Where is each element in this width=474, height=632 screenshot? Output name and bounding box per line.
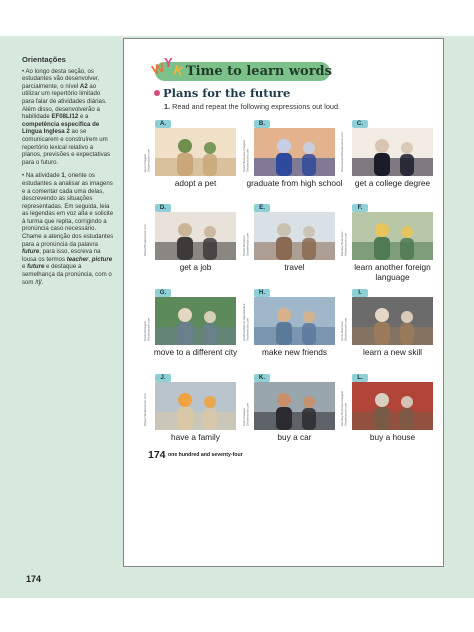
vocab-caption: move to a different city bbox=[153, 347, 238, 357]
card-letter-label: F. bbox=[352, 204, 368, 212]
vocab-caption: make new friends bbox=[261, 347, 328, 357]
logo-letter-k: K bbox=[172, 62, 186, 79]
vocab-photo bbox=[155, 297, 236, 345]
logo-letter-w: W bbox=[149, 59, 167, 78]
sidebar-text-run: • Ao longo desta seção, os estudantes vão desenvolver, parcialmente, o nível bbox=[22, 67, 100, 90]
vocab-photo bbox=[352, 128, 433, 176]
photo-credit: Kristin Reuters/ Shutterstock.com bbox=[242, 232, 250, 256]
photo-credit: Stock Business Images/ Shutterstock.com bbox=[242, 139, 250, 172]
vocab-photo bbox=[254, 212, 335, 260]
card-letter-label: C. bbox=[352, 120, 368, 128]
instruction-number: 1. bbox=[164, 102, 171, 111]
photo-credit: Hero Images/ Shutterstock.com bbox=[143, 148, 151, 172]
sidebar-text-run: 1 bbox=[61, 172, 65, 180]
photo-credit: fizkes/Shutterstock.com bbox=[143, 224, 147, 256]
sidebar-text-run: • Na atividade bbox=[22, 172, 62, 180]
vocab-caption: travel bbox=[284, 262, 305, 272]
logo-letter-y: Y bbox=[164, 55, 173, 70]
footer-page-number: 174 bbox=[148, 449, 166, 461]
photo-credit: Sirtravelalot/Shutterstock.com bbox=[340, 132, 344, 172]
sidebar-text-run: , oriente os estudantes a analisar as imagens e a comentar cada uma delas, descrevendo as situações representadas. Em seguida, leia as legendas em voz alta e solicite à turma que repita, corrigindo a pronúncia caso necessário. Chame a atenção dos estudantes para a pronúncia da palavra bbox=[22, 172, 114, 248]
vocab-caption: have a family bbox=[171, 432, 220, 442]
vocab-photo bbox=[155, 212, 236, 260]
sidebar-text-run: competência específica de Língua Inglesa 2 bbox=[22, 120, 100, 136]
vocab-photo bbox=[254, 297, 335, 345]
photo-credit: Krakenimages/ Shutterstock.com bbox=[143, 317, 151, 341]
vocab-photo bbox=[352, 297, 433, 345]
photo-credit: fizkes/ Shutterstock.com bbox=[143, 393, 147, 426]
photo-credit: Monkey Business/ Shutterstock.com bbox=[340, 231, 348, 256]
vocab-caption: learn a new skill bbox=[362, 347, 423, 357]
sidebar-text-run: picture bbox=[91, 255, 113, 263]
card-letter-label: K. bbox=[254, 374, 270, 382]
sidebar-paragraph bbox=[22, 68, 114, 167]
instruction-text: Read and repeat the following expressions out loud. bbox=[170, 102, 341, 111]
sidebar-heading: Orientações bbox=[22, 55, 66, 64]
activity-instruction bbox=[164, 102, 340, 111]
photo-credit: Solis Images/ Shutterstock.com bbox=[242, 402, 250, 426]
vocab-caption: adopt a pet bbox=[174, 178, 217, 188]
wyk-logo bbox=[150, 55, 186, 85]
sidebar-paragraphs bbox=[22, 68, 114, 287]
vocab-caption: buy a car bbox=[277, 432, 312, 442]
card-letter-label: E. bbox=[254, 204, 270, 212]
sidebar-text-run: teacher bbox=[66, 255, 89, 263]
photo-credit: Monkey Business Images/ Shutterstock.com bbox=[340, 390, 348, 426]
vocab-photo bbox=[254, 128, 335, 176]
vocab-photo bbox=[254, 382, 335, 430]
photo-credit: pixelheadphoto digitalskillet/ Shutterstock.com bbox=[242, 303, 250, 341]
section-bullet-icon bbox=[154, 90, 160, 96]
vocab-caption: get a job bbox=[179, 262, 212, 272]
sidebar-text-run: ao se comunicarem e construírem um repertório lexical relativo a planos, previsões e expectativas para o futuro. bbox=[22, 128, 111, 166]
card-letter-label: I. bbox=[352, 289, 368, 297]
sidebar-text-run: A2 bbox=[79, 82, 88, 90]
vocab-photo bbox=[155, 128, 236, 176]
vocab-caption: get a college degree bbox=[354, 178, 431, 188]
sidebar-paragraph bbox=[22, 172, 114, 286]
teacher-notes-sidebar bbox=[22, 56, 114, 292]
vocab-caption: learn another foreign language bbox=[354, 262, 431, 282]
sidebar-text-run: EF08LI12 bbox=[51, 113, 79, 121]
sidebar-text-run: e bbox=[22, 263, 28, 271]
card-letter-label: H. bbox=[254, 289, 270, 297]
page-folio: 174 bbox=[26, 574, 42, 584]
footer-page-words: one hundred and seventy-four bbox=[168, 452, 243, 458]
sidebar-text-run: ao utilizar um repertório limitado para falar de atividades diárias. Além disso, desenvolverão a habilidade bbox=[22, 82, 107, 121]
card-letter-label: B. bbox=[254, 120, 270, 128]
sidebar-text-run: future bbox=[27, 263, 45, 271]
card-letter-label: L. bbox=[352, 374, 368, 382]
card-letter-label: G. bbox=[155, 289, 171, 297]
vocab-photo bbox=[352, 212, 433, 260]
vocab-caption: graduate from high school bbox=[246, 178, 343, 188]
sidebar-text-run: e destaque a semelhança da pronúncia, com o som /tʃ/. bbox=[22, 263, 112, 286]
vocab-caption: buy a house bbox=[369, 432, 416, 442]
sidebar-text-run: future bbox=[22, 248, 40, 256]
section-title: Plans for the future bbox=[163, 86, 291, 100]
vocab-photo bbox=[352, 382, 433, 430]
sidebar-text-run: e a bbox=[78, 113, 89, 121]
sidebar-text-run: , para isso, escreva na lousa os termos bbox=[22, 248, 101, 263]
card-letter-label: J. bbox=[155, 374, 171, 382]
card-letter-label: A. bbox=[155, 120, 171, 128]
card-letter-label: D. bbox=[155, 204, 171, 212]
page-title: Time to learn words bbox=[186, 64, 332, 79]
vocab-photo bbox=[155, 382, 236, 430]
sidebar-text-run: , bbox=[88, 255, 92, 263]
photo-credit: Hans Rasmus/ Shutterstock.com bbox=[340, 317, 348, 341]
